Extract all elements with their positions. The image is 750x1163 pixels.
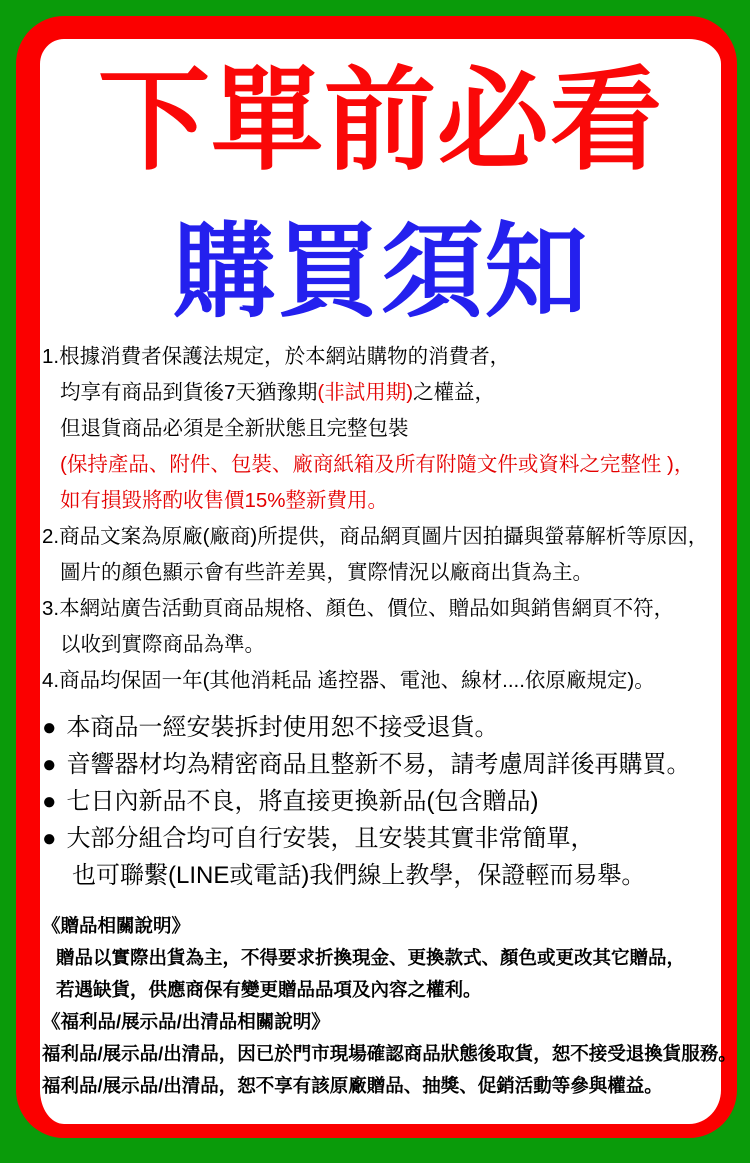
fine-print-section [42,910,737,1102]
bullet-list [42,709,721,894]
notice-panel [16,16,737,1138]
bullet-item-3 [42,783,721,820]
bullet-item-1-text: 本商品一經安裝拆封使用恕不接受退貨。 [66,714,499,742]
term-3-line-2: 以收到實際商品為準。 [60,633,265,657]
outlet-heading: 《福利品/展示品/出清品相關說明》 [42,1011,330,1033]
term-1-line-2-highlight: (非試用期) [317,381,414,405]
term-1-line-2-text-after: 之權益， [413,381,496,405]
bullet-icon: ● [42,751,57,779]
term-2-line-1: 2.商品文案為原廠(廠商)所提供，商品網頁圖片因拍攝與螢幕解析等原因， [42,525,709,549]
bullet-item-3-text: 七日內新品不良，將直接更換新品(包含贈品) [66,788,539,816]
term-1-line-3: 但退貨商品必須是全新狀態且完整包裝 [60,417,409,441]
bullet-item-4 [42,820,721,857]
subtitle: 購買須知 [172,213,589,329]
bullet-item-4-text: 大部分組合均可自行安裝，且安裝其實非常簡單， [66,825,595,853]
main-title: 下單前必看 [98,58,663,183]
bullet-icon: ● [42,714,57,742]
bullet-item-2 [42,746,721,783]
term-1-line-1: 1.根據消費者保護法規定，於本網站購物的消費者， [42,345,511,369]
outlet-line-1: 福利品/展示品/出清品，因已於門市現場確認商品狀態後取貨，恕不接受退換貨服務。 [42,1043,737,1065]
gift-line-2: 若遇缺貨，供應商保有變更贈品品項及內容之權利。 [56,979,482,1001]
term-2-line-2: 圖片的顏色顯示會有些許差異，實際情況以廠商出貨為主。 [60,561,593,585]
bullet-icon: ● [42,825,57,853]
bullet-item-1 [42,709,721,746]
gift-line-1: 贈品以實際出貨為主，不得要求折換現金、更換款式、顏色或更改其它贈品， [56,947,686,969]
outlet-line-2: 福利品/展示品/出清品，恕不享有該原廠贈品、抽獎、促銷活動等參與權益。 [42,1075,663,1097]
term-1-line-2 [42,375,721,411]
bullet-icon: ● [42,788,57,816]
terms-list [42,339,721,699]
term-1-line-2-text: 均享有商品到貨後7天猶豫期 [60,381,318,405]
term-1-line-5-warning: 如有損毀將酌收售價15%整新費用。 [60,489,389,513]
gift-heading: 《贈品相關說明》 [42,915,191,937]
bullet-item-4-continuation: 也可聯繫(LINE或電話)我們線上教學，保證輕而易舉。 [72,862,646,890]
bullet-item-2-text: 音響器材均為精密商品且整新不易，請考慮周詳後再購買。 [66,751,691,779]
term-4-line-1: 4.商品均保固一年(其他消耗品 遙控器、電池、線材....依原廠規定)。 [42,669,655,693]
term-3-line-1: 3.本網站廣告活動頁商品規格、顏色、價位、贈品如與銷售網頁不符， [42,597,675,621]
term-1-line-4-warning: (保持產品、附件、包裝、廠商紙箱及所有附隨文件或資料之完整性 )， [60,453,695,477]
